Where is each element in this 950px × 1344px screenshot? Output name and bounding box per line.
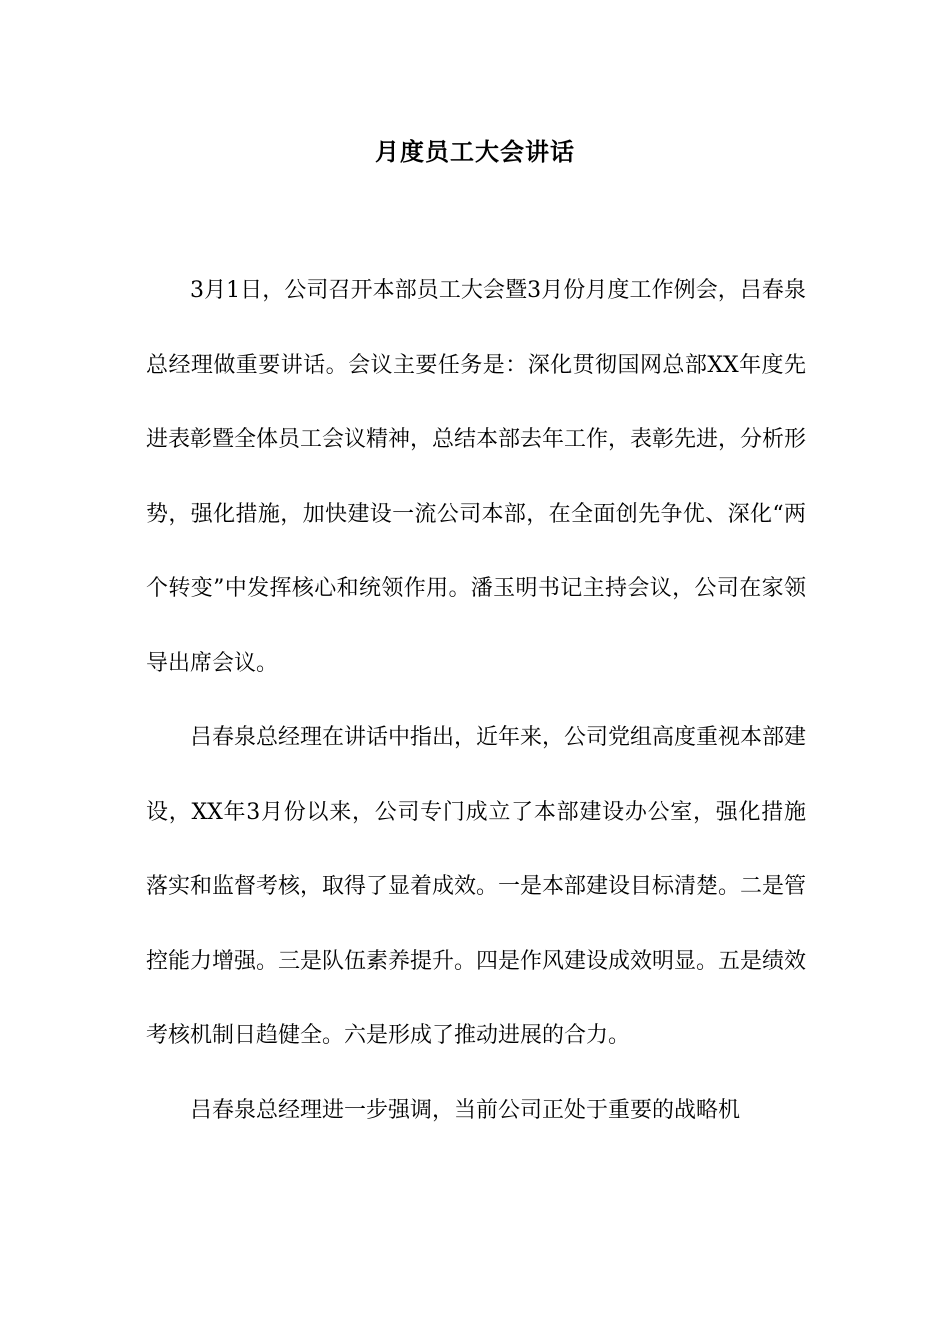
paragraph-2: 吕春泉总经理在讲话中指出，近年来，公司党组高度重视本部建设，XX年3月份以来，公司专门成立了本部建设办公室，强化措施落实和监督考核，取得了显着成效。一是本部建设目标清楚。二是管控能力增强。三是队伍素养提升。四是作风建设成效明显。五是绩效考核机制日趋健全。六是形成了推动进展的合力。 xyxy=(146,725,807,1048)
document-title: 月度员工大会讲话 xyxy=(375,137,575,166)
document-body xyxy=(146,254,806,1148)
paragraph-1: 3月1日，公司召开本部员工大会暨3月份月度工作例会，吕春泉总经理做重要讲话。会议主要任务是：深化贯彻国网总部XX年度先进表彰暨全体员工会议精神，总结本部去年工作，表彰先进，分析形势，强化措施，加快建设一流公司本部，在全面创先争优、深化“两个转变”中发挥核心和统领作用。潘玉明书记主持会议，公司在家领导出席会议。 xyxy=(146,278,807,676)
paragraph-3: 吕春泉总经理进一步强调，当前公司正处于重要的战略机 xyxy=(190,1097,741,1123)
